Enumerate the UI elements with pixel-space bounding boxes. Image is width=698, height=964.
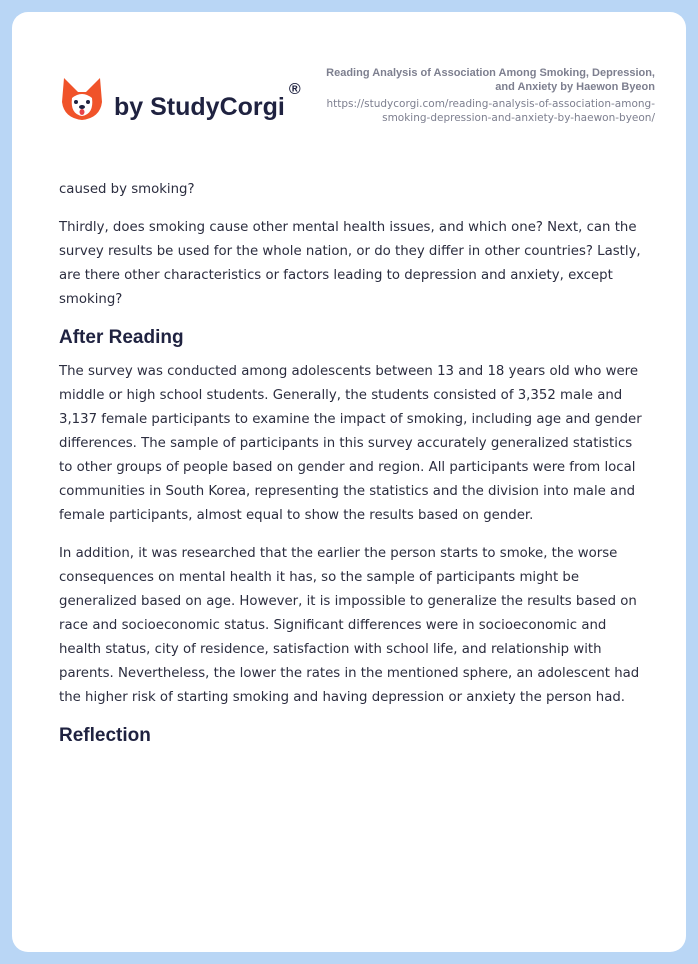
corgi-icon (60, 76, 104, 122)
paragraph: The survey was conducted among adolescents between 13 and 18 years old who were middle or high school students. Generally, the students consisted of 3,352 male and 3,137 female participants to examine the impact of smoking, including age and gender differences. The sample of participants in this survey accurately generalized statistics to other groups of people based on gender and region. All participants were from local communities in South Korea, representing the statistics and the division into male and female participants, almost equal to show the results based on gender. (59, 364, 642, 523)
paragraph: caused by smoking? (59, 182, 195, 197)
studycorgi-logo[interactable] (60, 76, 301, 122)
paragraph: In addition, it was researched that the earlier the person starts to smoke, the worse consequences on mental health it has, so the sample of participants might be generalized based on age. However, it is impossible to generalize the results based on race and socioeconomic status. Significant differences were in socioeconomic and health status, city of residence, satisfaction with school life, and relationship with parents. Nevertheless, the lower the rates in the mentioned sphere, an adolescent had the higher risk of starting smoking and having depression or anxiety the person had. (59, 546, 640, 705)
page-card (12, 12, 686, 952)
article-body (59, 178, 644, 758)
article-url[interactable]: https://studycorgi.com/reading-analysis-of-association-among-smoking-depression-and-anxiety-by-haewon-byeon/ (326, 98, 655, 124)
section-heading: After Reading (59, 327, 184, 348)
article-header (305, 66, 655, 125)
article-title: Reading Analysis of Association Among Smoking, Depression, and Anxiety by Haewon Byeon (326, 67, 655, 93)
brand-name: by StudyCorgi® (114, 80, 301, 121)
paragraph: Thirdly, does smoking cause other mental health issues, and which one? Next, can the survey results be used for the whole nation, or do they differ in other countries? Lastly, are there other characteristics or factors leading to depression and anxiety, except smoking? (59, 220, 641, 307)
section-heading: Reflection (59, 725, 151, 746)
